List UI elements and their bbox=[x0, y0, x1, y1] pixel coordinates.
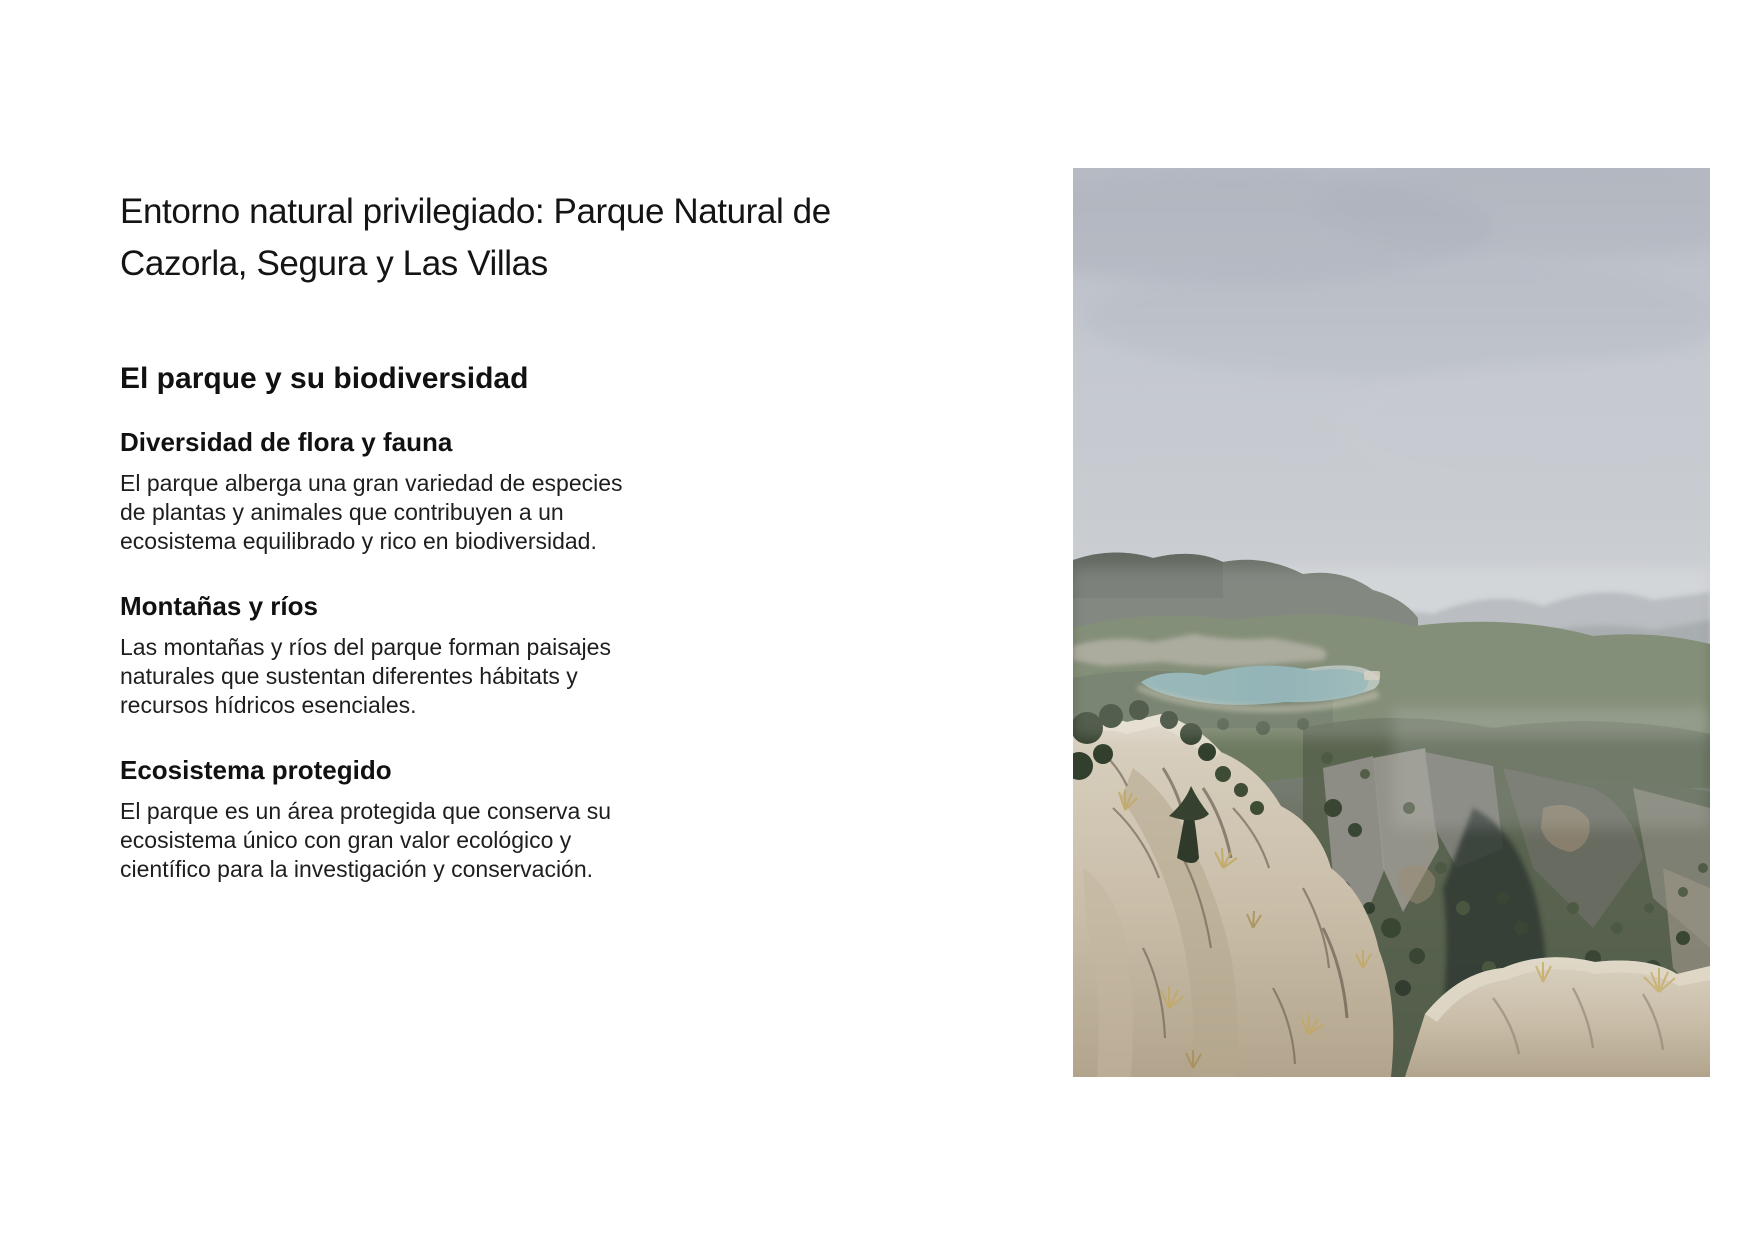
slide-title: Entorno natural privilegiado: Parque Natural de Cazorla, Segura y Las Villas bbox=[120, 192, 831, 283]
topic-list bbox=[120, 426, 644, 884]
topic-flora-fauna bbox=[120, 426, 644, 556]
topic-body: El parque alberga una gran variedad de especies de plantas y animales que contribuyen a un ecosistema equilibrado y rico en biodiversidad. bbox=[120, 470, 623, 554]
topic-heading: Montañas y ríos bbox=[120, 591, 318, 621]
slide-subtitle: El parque y su biodiversidad bbox=[120, 362, 529, 395]
cazorla-mountain-landscape-photo bbox=[1073, 168, 1710, 1077]
topic-heading: Diversidad de flora y fauna bbox=[120, 427, 453, 457]
topic-montanas-rios bbox=[120, 590, 644, 720]
topic-body: Las montañas y ríos del parque forman paisajes naturales que sustentan diferentes hábitats y recursos hídricos esenciales. bbox=[120, 634, 611, 718]
topic-body: El parque es un área protegida que conserva su ecosistema único con gran valor ecológico y científico para la investigación y conservación. bbox=[120, 798, 611, 882]
topic-heading: Ecosistema protegido bbox=[120, 755, 392, 785]
topic-ecosistema bbox=[120, 754, 644, 884]
slide-text-column bbox=[120, 186, 880, 918]
